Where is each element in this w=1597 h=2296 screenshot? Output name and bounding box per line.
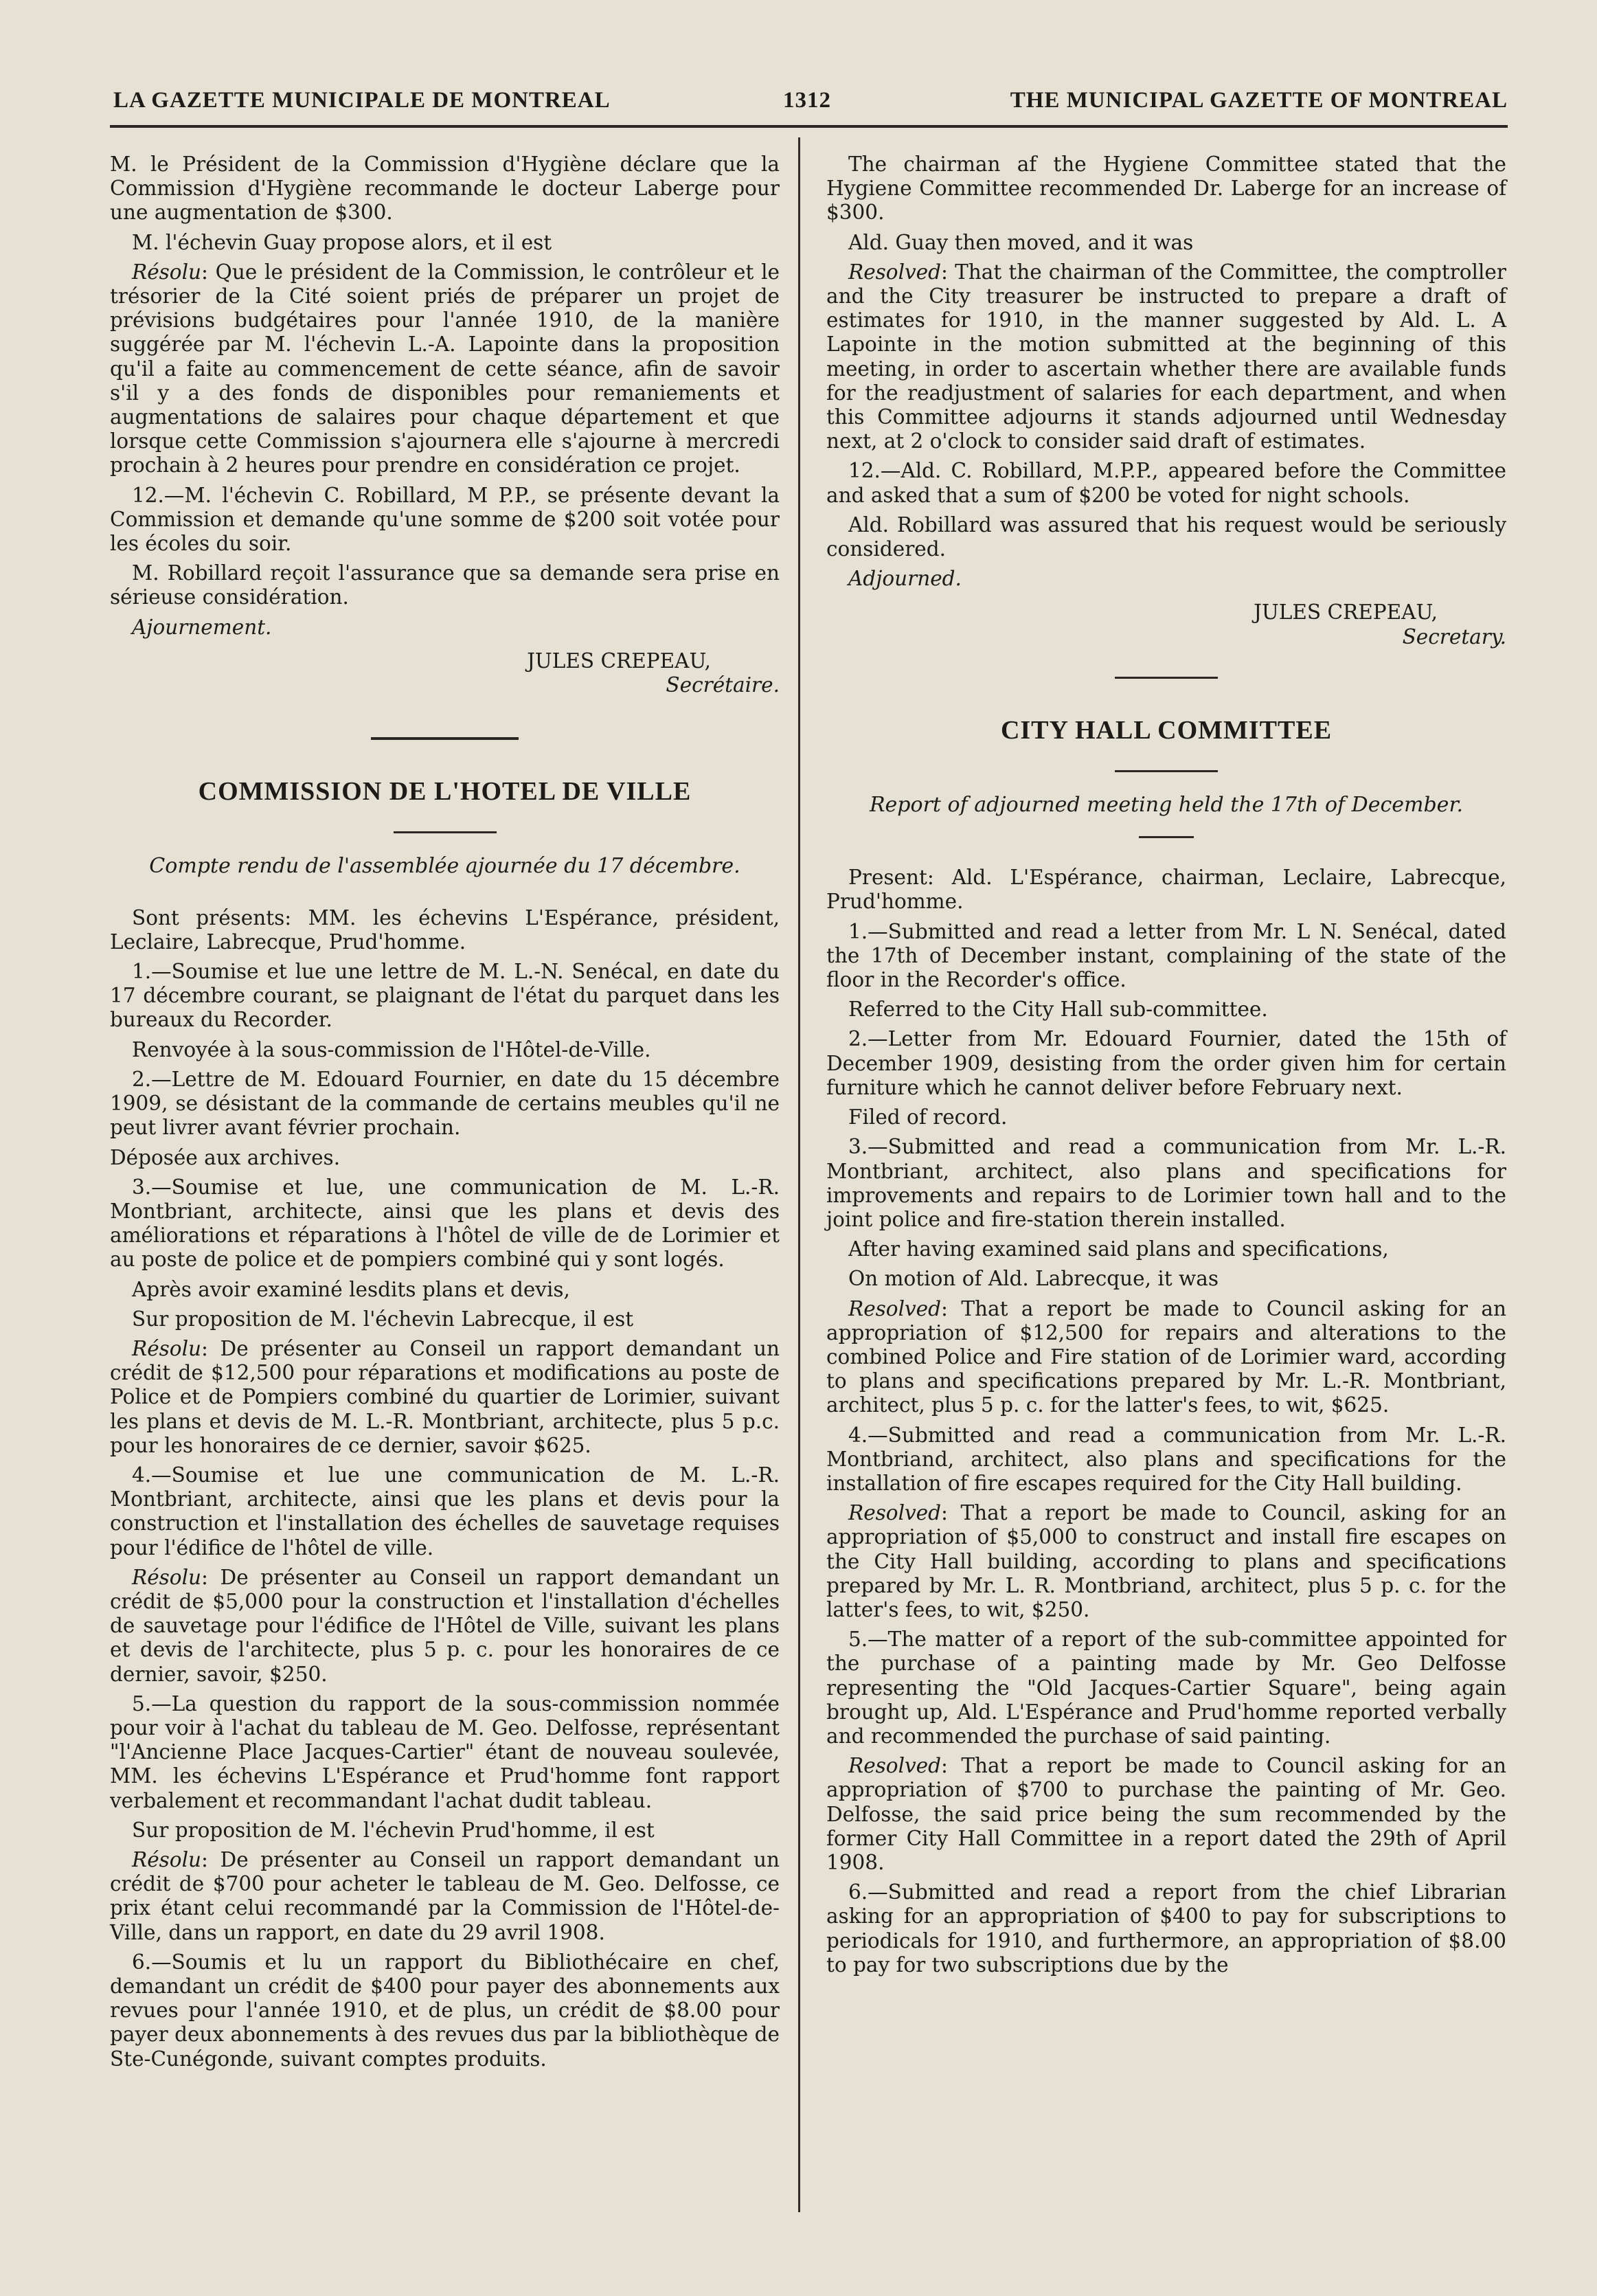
resolution-text: : That the chairman of the Committee, the comptroller and the City treasurer be instructed to prepare a draft of estimates for 1910, in the manner suggested by Ald. L. A Lapointe in the motion submitted at the beginning of this meeting, in order to ascertain whether there are available funds for the readjustment of salaries for each department, and when this Committee adjourns it stands adjourned until Wednesday next, at 2 o'clock to consider said draft of estimates. (826, 260, 1506, 453)
section-title: CITY HALL COMMITTEE (1000, 715, 1333, 745)
english-column (826, 153, 1506, 1983)
paragraph: 2.—Letter from Mr. Edouard Fournier, dated the 15th of December 1909, desisting from the order given him for certain furniture which he cannot deliver before February next. (826, 1027, 1506, 1099)
resolution-label: Resolved (848, 1754, 942, 1778)
paragraph: On motion of Ald. Labrecque, it was (848, 1267, 1219, 1291)
paragraph: Sur proposition de M. l'échevin Prud'homme, il est (132, 1818, 655, 1842)
resolution-text: : That a report be made to Council asking for an appropriation of $700 to purchase the painting of Mr. Geo. Delfosse, the said price being the sum recommended by the former City Hall Committee in a report dated the 29th of April 1908. (826, 1754, 1506, 1874)
paragraph: 12.—Ald. C. Robillard, M.P.P., appeared before the Committee and asked that a sum of $200 be voted for night schools. (826, 459, 1506, 507)
section-subtitle: Compte rendu de l'assemblée ajournée du 17 décembre. (149, 854, 740, 879)
resolution-paragraph (110, 1848, 780, 1945)
paragraph: 1.—Soumise et lue une lettre de M. L.-N. Senécal, en date du 17 décembre courant, se plaignant de l'état du parquet dans les bureaux du Recorder. (110, 960, 780, 1032)
signature-block (110, 649, 780, 697)
paragraph: 6.—Soumis et lu un rapport du Bibliothécaire en chef, demandant un crédit de $400 pour payer des abonnements aux revues pour l'année 1910, et de plus, un crédit de $8.00 pour payer deux abonnements à des revues dus par la bibliothèque de Ste-Cunégonde, suivant comptes produits. (110, 1950, 780, 2071)
resolution-paragraph (110, 1566, 780, 1687)
resolution-paragraph (826, 1754, 1506, 1875)
resolution-label: Resolved (848, 260, 942, 284)
resolution-label: Résolu (132, 1847, 202, 1871)
resolution-paragraph (110, 1337, 780, 1458)
paragraph: Referred to the City Hall sub-committee. (848, 998, 1268, 1022)
paragraph: After having examined said plans and specifications, (848, 1237, 1389, 1261)
paragraph: 4.—Submitted and read a communication from Mr. L.-R. Montbriand, architect, also plans and specifications for the installation of fire escapes required for the City Hall building. (826, 1423, 1506, 1495)
header-english-title: THE MUNICIPAL GAZETTE OF MONTREAL (1010, 88, 1508, 113)
paragraph: 6.—Submitted and read a report from the chief Librarian asking for an appropriation of $400 to pay for subscriptions to periodicals for 1910, and furthermore, an appropriation of $8.00 to pay for two subscriptions due by the (826, 1880, 1506, 1977)
resolution-text: : De présenter au Conseil un rapport demandant un crédit de $700 pour acheter le tableau de M. Geo. Delfosse, ce prix étant celui recommandé par la Commission de l'Hôtel-de-Ville, dans un rapport, en date du 29 avril 1908. (110, 1847, 780, 1944)
paragraph: 12.—M. l'échevin C. Robillard, M P.P., se présente devant la Commission et demande qu'une somme de $200 soit votée pour les écoles du soir. (110, 483, 780, 556)
paragraph: Filed of record. (848, 1105, 1008, 1129)
resolution-label: Resolved (848, 1501, 942, 1525)
paragraph: 1.—Submitted and read a letter from Mr. L N. Senécal, dated the 17th of December instant, complaining of the state of the floor in the Recorder's office. (826, 919, 1506, 992)
resolution-label: Résolu (132, 1336, 202, 1360)
section-separator (1115, 677, 1218, 679)
resolution-paragraph (826, 1501, 1506, 1622)
signature-name: JULES CREPEAU, (1254, 600, 1438, 624)
paragraph: Ald. Guay then moved, and it was (848, 230, 1194, 254)
paragraph: Sur proposition de M. l'échevin Labrecque, il est (132, 1307, 634, 1331)
resolution-text: : That a report be made to Council, asking for an appropriation of $5,000 to construct and install fire escapes on the City Hall building, according to plans and specifications prepared by Mr. L. R. Montbriand, architect, plus 5 p. c. for the latter's fees, to wit, $250. (826, 1501, 1506, 1621)
header-french-title: LA GAZETTE MUNICIPALE DE MONTREAL (113, 88, 611, 113)
paragraph: 3.—Submitted and read a communication from Mr. L.-R. Montbriant, architect, also plans and specifications for improvements and repairs to de Lorimier town hall and to the joint police and fire-station therein installed. (826, 1135, 1506, 1231)
adjournment-line: Ajournement. (132, 615, 272, 639)
paragraph: Sont présents: MM. les échevins L'Espérance, président, Leclaire, Labrecque, Prud'homme. (110, 905, 780, 954)
paragraph: Après avoir examiné lesdits plans et devis, (132, 1277, 570, 1301)
french-column (110, 153, 780, 2077)
section-separator (371, 737, 519, 740)
paragraph: Ald. Robillard was assured that his request would be seriously considered. (826, 513, 1506, 561)
adjournment-line: Adjourned. (848, 567, 962, 591)
resolution-paragraph (826, 260, 1506, 454)
section-subtitle: Report of adjourned meeting held the 17th of December. (869, 793, 1464, 818)
paragraph: Déposée aux archives. (110, 1145, 341, 1169)
resolution-text: : Que le président de la Commission, le contrôleur et le trésorier de la Cité soient priés de préparer un projet de prévisions budgétaires pour l'année 1910, de la manière suggérée par M. l'échevin L.-A. Lapointe dans la proposition qu'il a faite au commencement de cette séance, afin de savoir s'il y a des fonds de disponibles pour remaniements et augmentations de salaires pour chaque département et que lorsque cette Commission s'ajournera elle s'ajourne à mercredi prochain à 2 heures pour prendre en considération ce projet. (110, 260, 780, 477)
page-number: 1312 (783, 88, 831, 113)
paragraph: Renvoyée à la sous-commission de l'Hôtel-de-Ville. (132, 1037, 651, 1061)
paragraph: 5.—The matter of a report of the sub-committee appointed for the purchase of a painting made by Mr. Geo Delfosse representing the "Old Jacques-Cartier Square", being again brought up, Ald. L'Espérance and Prud'homme reported verbally and recommended the purchase of said painting. (826, 1628, 1506, 1748)
resolution-text: : That a report be made to Council asking for an appropriation of $12,500 for repairs and alterations to the combined Police and Fire station of de Lorimier ward, according to plans and specifications prepared by Mr. L.-R. Montbriant, architect, plus 5 p. c. for the latter's fees, to wit, $625. (826, 1296, 1506, 1417)
paragraph: 2.—Lettre de M. Edouard Fournier, en date du 15 décembre 1909, se désistant de la commande de certains meubles qu'il ne peut livrer avant février prochain. (110, 1067, 780, 1140)
resolution-text: : De présenter au Conseil un rapport demandant un crédit de $5,000 pour la construction et l'installation d'échelles de sauvetage pour l'édifice de l'Hôtel de Ville, suivant les plans et devis de l'architecte, plus 5 p. c. pour les honoraires de ce dernier, savoir, $250. (110, 1565, 780, 1686)
column-divider (798, 137, 800, 2212)
resolution-label: Résolu (132, 260, 202, 284)
signature-block (826, 600, 1506, 649)
title-rule (394, 831, 497, 833)
paragraph: M. Robillard reçoit l'assurance que sa demande sera prise en sérieuse considération. (110, 561, 780, 609)
paragraph: M. l'échevin Guay propose alors, et il est (132, 230, 552, 254)
paragraph: Present: Ald. L'Espérance, chairman, Leclaire, Labrecque, Prud'homme. (826, 866, 1506, 914)
header-rule (110, 125, 1508, 128)
resolution-text: : De présenter au Conseil un rapport demandant un crédit de $12,500 pour réparations et modifications au poste de Police et de Pompiers combiné du quartier de Lorimier, suivant les plans et devis de M. L.-R. Montbriant, architecte, plus 5 p.c. pour les honoraires de ce dernier, savoir $625. (110, 1336, 780, 1457)
resolution-label: Résolu (132, 1565, 202, 1589)
section-title: COMMISSION DE L'HOTEL DE VILLE (198, 777, 692, 807)
signature-title: Secretary. (1402, 624, 1506, 649)
paragraph: 4.—Soumise et lue une communication de M. L.-R. Montbriant, architecte, ainsi que les plans et devis pour la construction et l'installation des échelles de sauvetage requises pour l'édifice de l'hôtel de ville. (110, 1463, 780, 1560)
paragraph: 5.—La question du rapport de la sous-commission nommée pour voir à l'achat du tableau de M. Geo. Delfosse, représentant "l'Ancienne Place Jacques-Cartier" étant de nouveau soulevée, MM. les échevins L'Espérance et Prud'homme font rapport verbalement et recommandant l'achat dudit tableau. (110, 1691, 780, 1812)
resolution-label: Resolved (848, 1296, 942, 1320)
paragraph: 3.—Soumise et lue, une communication de M. L.-R. Montbriant, architecte, ainsi que les plans et devis des améliorations et réparations à l'hôtel de ville de de Lorimier et au poste de police et de pompiers combiné qui y sont logés. (110, 1175, 780, 1272)
resolution-paragraph (826, 1297, 1506, 1418)
signature-title: Secrétaire. (666, 673, 780, 697)
resolution-paragraph (110, 260, 780, 478)
paragraph: M. le Président de la Commission d'Hygiène déclare que la Commission d'Hygiène recommande le docteur Laberge pour une augmentation de $300. (110, 153, 780, 225)
paragraph: The chairman af the Hygiene Committee stated that the Hygiene Committee recommended Dr. Laberge for an increase of $300. (826, 153, 1506, 225)
signature-name: JULES CREPEAU, (527, 649, 711, 673)
title-rule (1115, 770, 1218, 772)
